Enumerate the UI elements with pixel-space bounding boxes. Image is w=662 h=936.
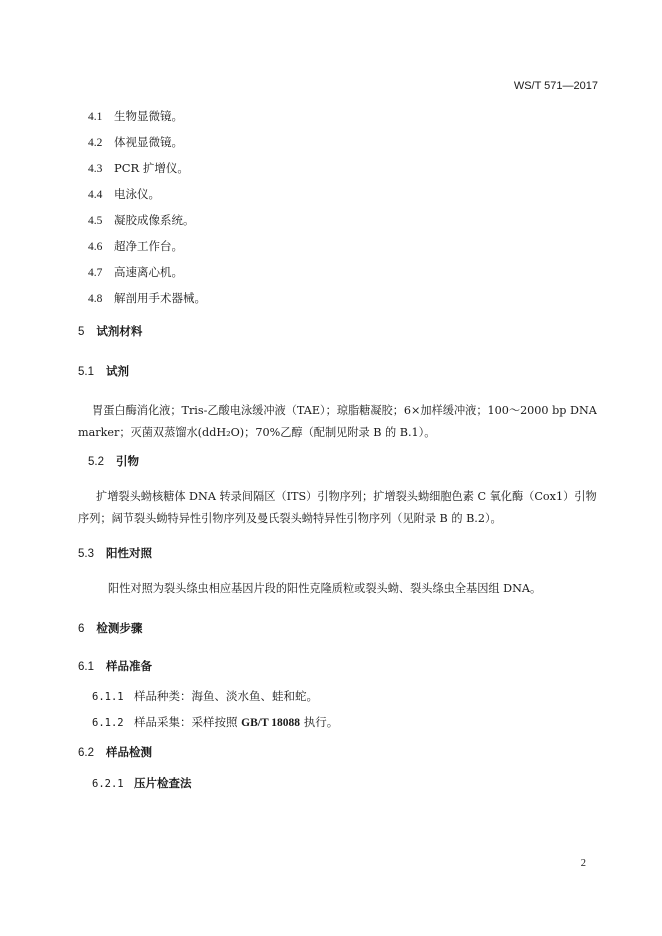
- subsection-text: 样品采集：采样按照: [134, 715, 242, 729]
- section-title: 试剂材料: [96, 324, 143, 338]
- section-title: 引物: [116, 454, 139, 468]
- subsection-line: [92, 714, 338, 730]
- section-number: 5.1: [78, 366, 94, 378]
- section-number: 6.2: [78, 747, 94, 759]
- subsection-number: 6.1.1: [92, 691, 124, 703]
- paragraph: 阳性对照为裂头绦虫相应基因片段的阳性克隆质粒或裂头蚴、裂头绦虫全基因组 DNA。: [108, 582, 542, 595]
- item-number: 4.2: [88, 137, 103, 149]
- subsection-heading: [92, 775, 192, 791]
- section-heading: [78, 363, 129, 379]
- item-number: 4.6: [88, 241, 103, 253]
- item-text: 凝胶成像系统。: [114, 213, 195, 227]
- subsection-title: 压片检查法: [134, 776, 192, 790]
- item-number: 4.7: [88, 267, 103, 279]
- section-heading: [78, 744, 152, 760]
- section-number: 6: [78, 623, 85, 635]
- item-text: 解剖用手术器械。: [114, 291, 206, 305]
- section-heading: [88, 453, 139, 469]
- item-number: 4.1: [88, 111, 103, 123]
- section-heading: [78, 545, 152, 561]
- section-title: 检测步骤: [96, 621, 143, 635]
- section-heading: [78, 323, 142, 339]
- item-text: 超净工作台。: [114, 239, 183, 253]
- item-text: 高速离心机。: [114, 265, 183, 279]
- item-text: 生物显微镜。: [114, 109, 183, 123]
- section-number: 5: [78, 326, 85, 338]
- section-number: 5.3: [78, 548, 94, 560]
- list-item: [88, 160, 189, 176]
- item-text: 体视显微镜。: [114, 135, 183, 149]
- standard-reference: GB/T 18088: [241, 717, 301, 729]
- item-number: 4.8: [88, 293, 103, 305]
- subsection-number: 6.2.1: [92, 778, 124, 790]
- section-title: 试剂: [106, 364, 129, 378]
- subsection-line: [92, 688, 318, 704]
- section-number: 5.2: [88, 456, 104, 468]
- section-heading: [78, 620, 142, 636]
- item-number: 4.4: [88, 189, 103, 201]
- list-item: [88, 264, 183, 280]
- subsection-text: 样品种类：海鱼、淡水鱼、蛙和蛇。: [134, 689, 318, 703]
- item-text: 电泳仪。: [114, 187, 160, 201]
- document-code: WS/T 571—2017: [513, 80, 598, 92]
- item-number: 4.5: [88, 215, 103, 227]
- section-title: 样品检测: [106, 745, 152, 759]
- section-number: 6.1: [78, 661, 94, 673]
- list-item: [88, 186, 160, 202]
- subsection-text-end: 执行。: [300, 715, 339, 729]
- item-text: PCR 扩增仪。: [114, 161, 189, 175]
- list-item: [88, 212, 195, 228]
- list-item: [88, 134, 183, 150]
- section-title: 阳性对照: [106, 546, 152, 560]
- section-title: 样品准备: [106, 659, 152, 673]
- page-number: 2: [580, 858, 586, 869]
- list-item: [88, 290, 206, 306]
- paragraph: 胃蛋白酶消化液；Tris-乙酸电泳缓冲液（TAE）；琼脂糖凝胶；6×加样缓冲液；100～2000 bp DNA marker；灭菌双蒸馏水(ddH₂O)；70%乙醇（配制见附录 B 的 B.1）。: [78, 404, 597, 439]
- section-heading: [78, 658, 152, 674]
- list-item: [88, 108, 183, 124]
- paragraph: 扩增裂头蚴核糖体 DNA 转录间隔区（ITS）引物序列；扩增裂头蚴细胞色素 C 氧化酶（Cox1）引物序列；阔节裂头蚴特异性引物序列及曼氏裂头蚴特异性引物序列（见附录 B 的 B.2）。: [78, 490, 597, 525]
- item-number: 4.3: [88, 163, 103, 175]
- subsection-number: 6.1.2: [92, 717, 124, 729]
- list-item: [88, 238, 183, 254]
